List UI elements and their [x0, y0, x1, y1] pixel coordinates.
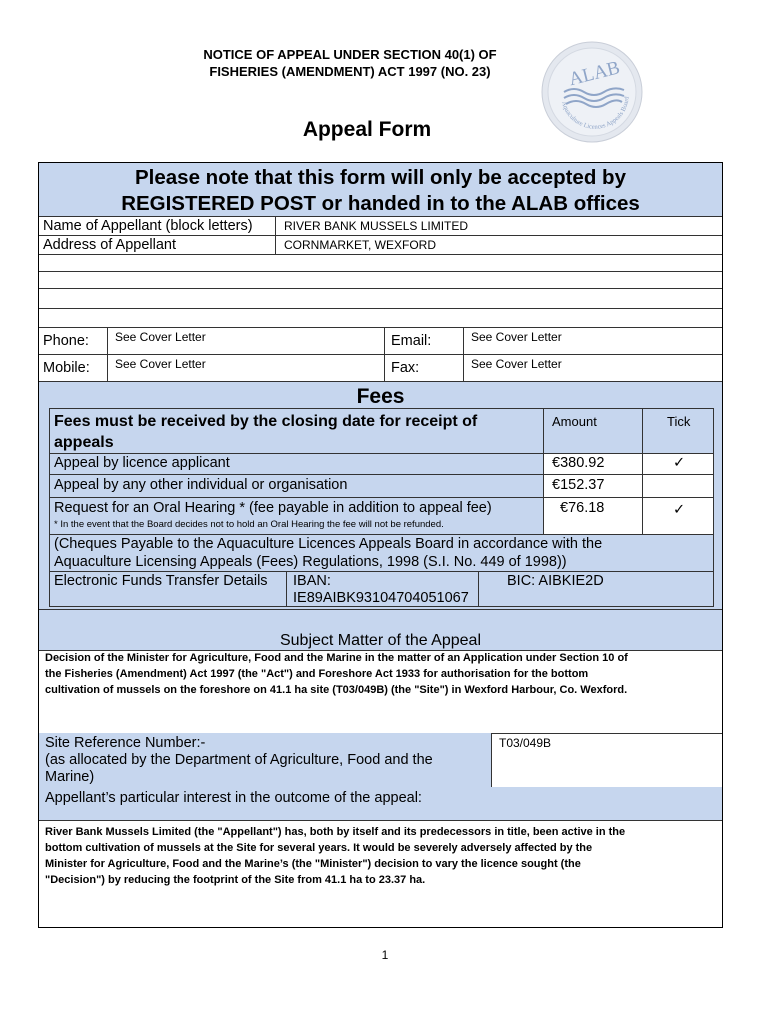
fees-heading-line-2: appeals: [54, 434, 114, 451]
name-label-cell: [39, 217, 276, 236]
address-label-cell: [39, 236, 276, 255]
mobile-value: See Cover Letter: [115, 357, 206, 371]
mobile-label: Mobile:: [43, 360, 90, 376]
fax-value: See Cover Letter: [471, 357, 562, 371]
email-label: Email:: [391, 333, 432, 349]
amount-header-cell: [543, 408, 643, 454]
subject-line-3: cultivation of mussels on the foreshore on 41.1 ha site (T03/049B) (the "Site") in Wexford Harbour, Co. Wexford.: [45, 684, 628, 696]
fee-row-2-amount: €152.37: [552, 477, 605, 493]
eft-label: Electronic Funds Transfer Details: [54, 573, 268, 589]
fee-row-1-tick-cell[interactable]: [642, 453, 714, 475]
fee-row-1-label-cell: [49, 453, 544, 475]
notice-header: [150, 46, 550, 80]
subject-line-1: Decision of the Minister for Agriculture, Food and the Marine in the matter of an Application under Section 10 of: [45, 652, 628, 664]
subject-text-field[interactable]: [39, 650, 722, 734]
notice-line-2: REGISTERED POST or handed in to the ALAB offices: [121, 192, 640, 215]
subject-line-2: the Fisheries (Amendment) Act 1997 (the "Act") and Foreshore Act 1933 for authorisation for the bottom: [45, 668, 589, 680]
name-label: Name of Appellant (block letters): [43, 218, 253, 234]
page-number: 1: [381, 948, 389, 962]
fee-row-2-tick-cell[interactable]: [642, 474, 714, 498]
fee-row-3-label: Request for an Oral Hearing * (fee payable in addition to appeal fee): [54, 500, 492, 516]
logo-text: ALAB: [566, 57, 623, 91]
iban-cell: [286, 571, 479, 607]
cheques-line-1: (Cheques Payable to the Aquaculture Licences Appeals Board in accordance with the: [54, 536, 603, 552]
phone-label-cell: [39, 328, 108, 355]
iban-value: IE89AIBK93104704051067: [293, 590, 469, 606]
interest-line-2: bottom cultivation of mussels at the Site for several years. It would be severely adversely affected by the: [45, 842, 593, 854]
site-ref-label-3: Marine): [45, 769, 95, 785]
address-label: Address of Appellant: [43, 237, 177, 253]
fee-row-3-amount: €76.18: [560, 500, 605, 516]
tick-header-cell: [642, 408, 714, 454]
page-title: Appeal Form: [302, 118, 432, 141]
subject-title-cell: [39, 609, 722, 651]
site-ref-label-2: (as allocated by the Department of Agriculture, Food and the: [45, 752, 433, 768]
email-label-cell: [385, 328, 464, 355]
site-ref-label-1: Site Reference Number:-: [45, 735, 206, 751]
fax-label: Fax:: [391, 360, 420, 376]
site-ref-field[interactable]: [492, 733, 722, 788]
fee-row-3-label-cell: [49, 497, 544, 535]
header-line-1: NOTICE OF APPEAL UNDER SECTION 40(1) OF: [203, 47, 497, 62]
email-field[interactable]: [464, 328, 722, 355]
fee-row-2-amount-cell: [543, 474, 643, 498]
eft-label-cell: [49, 571, 287, 607]
tick-header: Tick: [667, 414, 691, 429]
interest-line-3: Minister for Agriculture, Food and the Marine’s (the "Minister") decision to vary the licence sought (the: [45, 858, 581, 870]
fee-row-2-label: Appeal by any other individual or organisation: [54, 477, 348, 493]
address-line-2[interactable]: [39, 255, 722, 272]
cheques-note-cell: [49, 534, 714, 572]
site-ref-value: T03/049B: [499, 736, 552, 750]
email-value: See Cover Letter: [471, 330, 562, 344]
address-line-5[interactable]: [39, 309, 722, 328]
check-icon: ✓: [673, 455, 686, 471]
check-icon: ✓: [673, 502, 686, 518]
fee-row-3-amount-cell: [543, 497, 643, 535]
fax-field[interactable]: [464, 355, 722, 382]
interest-text-field[interactable]: [39, 820, 722, 927]
fee-row-1-label: Appeal by licence applicant: [54, 455, 230, 471]
interest-label: Appellant’s particular interest in the outcome of the appeal:: [45, 790, 422, 806]
fee-row-1-amount: €380.92: [552, 455, 605, 471]
phone-label: Phone:: [43, 333, 89, 349]
bic-value: BIC: AIBKIE2D: [507, 573, 604, 589]
fees-heading-cell: [49, 408, 544, 454]
bic-cell: [478, 571, 714, 607]
amount-header: Amount: [552, 414, 597, 429]
fees-heading-line-1: Fees must be received by the closing date for receipt of: [54, 413, 478, 430]
address-field[interactable]: [276, 236, 722, 255]
fax-label-cell: [385, 355, 464, 382]
phone-field[interactable]: [108, 328, 385, 355]
interest-line-4: "Decision") by reducing the footprint of the Site from 41.1 ha to 23.37 ha.: [45, 874, 426, 886]
header-line-2: FISHERIES (AMENDMENT) ACT 1997 (NO. 23): [209, 64, 491, 79]
interest-label-cell: [39, 787, 722, 821]
iban-label: IBAN:: [293, 573, 331, 589]
fee-row-2-label-cell: [49, 474, 544, 498]
logo-ring-text: Aquaculture Licences Appeals Board: [559, 96, 631, 131]
fee-footnote: * In the event that the Board decides not to hold an Oral Hearing the fee will not be refunded.: [54, 519, 444, 530]
address-line-4[interactable]: [39, 289, 722, 309]
notice-block: [39, 163, 722, 217]
mobile-label-cell: [39, 355, 108, 382]
fees-title: Fees: [356, 385, 405, 408]
phone-value: See Cover Letter: [115, 330, 206, 344]
name-field[interactable]: [276, 217, 722, 236]
fee-row-1-amount-cell: [543, 453, 643, 475]
notice-line-1: Please note that this form will only be accepted by: [135, 166, 626, 189]
name-value: RIVER BANK MUSSELS LIMITED: [284, 219, 469, 233]
appeal-form: [38, 162, 723, 928]
address-line-3[interactable]: [39, 272, 722, 289]
site-ref-label-cell: [39, 733, 492, 788]
cheques-line-2: Aquaculture Licensing Appeals (Fees) Regulations, 1998 (S.I. No. 449 of 1998)): [54, 554, 567, 570]
address-value: CORNMARKET, WEXFORD: [284, 238, 437, 252]
mobile-field[interactable]: [108, 355, 385, 382]
interest-line-1: River Bank Mussels Limited (the "Appellant") has, both by itself and its predecessors in title, been active in the: [45, 826, 626, 838]
subject-title: Subject Matter of the Appeal: [279, 632, 481, 649]
fee-row-3-tick-cell[interactable]: [642, 497, 714, 535]
